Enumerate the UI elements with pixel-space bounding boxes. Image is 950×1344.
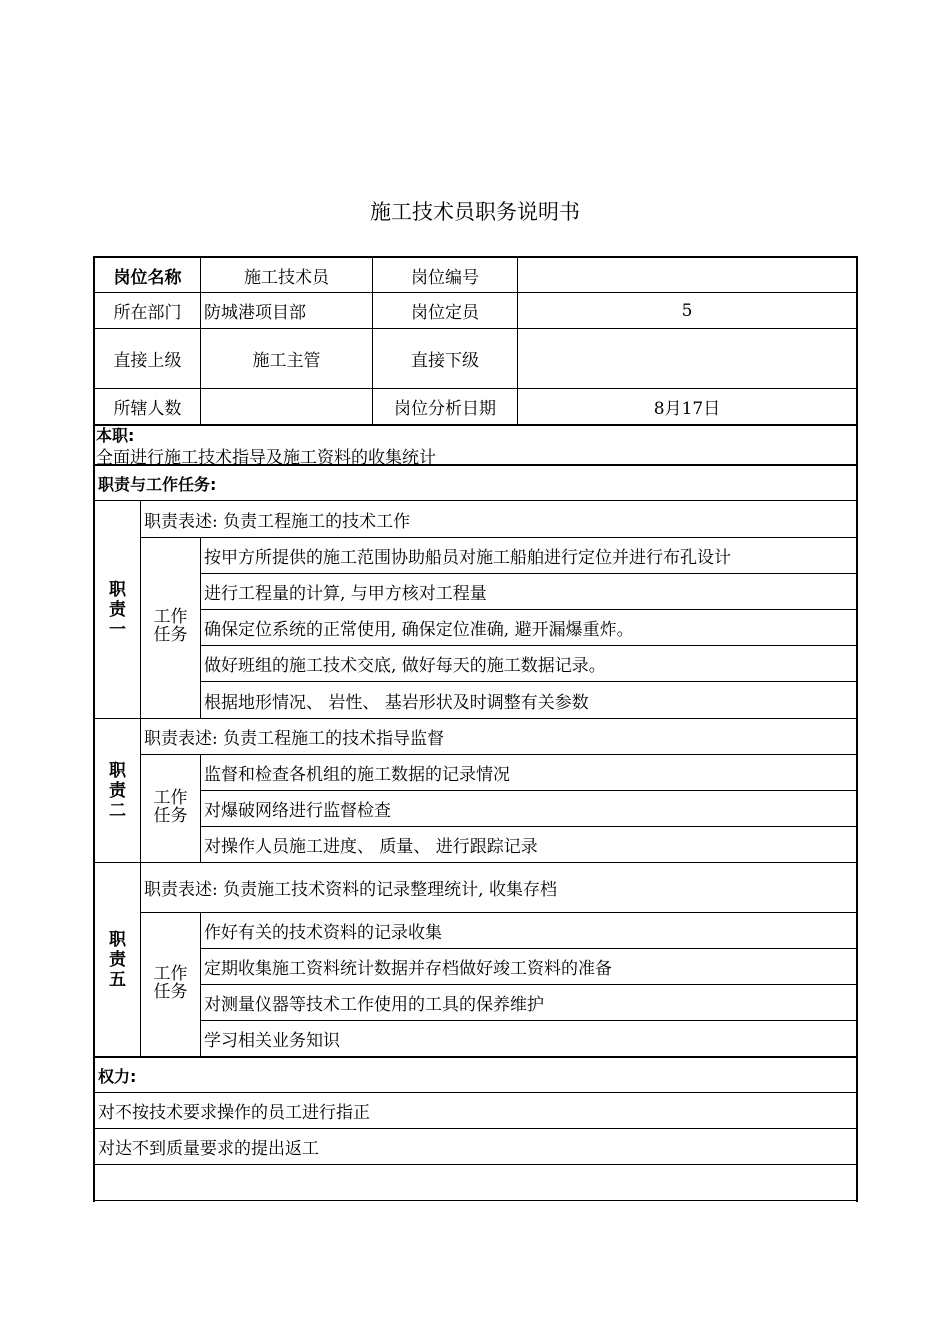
duty1-description: 职责表述: 负责工程施工的技术工作 — [144, 511, 411, 532]
value-managed-count — [201, 389, 372, 424]
value-superior: 施工主管 — [252, 351, 321, 371]
value-department: 防城港项目部 — [204, 303, 306, 323]
duties-header: 职责与工作任务: — [98, 474, 217, 494]
label-managed-count: 所辖人数 — [113, 399, 182, 419]
duty2-description: 职责表述: 负责工程施工的技术指导监督 — [144, 729, 445, 749]
label-superior: 直接上级 — [113, 351, 182, 371]
duty5-label: 职 责 五 — [109, 929, 126, 990]
document-title: 施工技术员职务说明书 — [370, 200, 580, 224]
duty1-task: 按甲方所提供的施工范围协助船员对施工船舶进行定位并进行布孔设计 — [204, 548, 731, 568]
main-duty-text: 全面进行施工技术指导及施工资料的收集统计 — [96, 447, 436, 465]
label-subordinate: 直接下级 — [411, 351, 479, 371]
label-analysis-date: 岗位分析日期 — [394, 399, 496, 419]
authority-item — [95, 1165, 856, 1200]
duty1-task: 做好班组的施工技术交底, 做好每天的施工数据记录。 — [204, 656, 606, 676]
label-quota: 岗位定员 — [411, 303, 479, 323]
duty5-task: 作好有关的技术资料的记录收集 — [204, 923, 442, 943]
main-duty-label: 本职: — [96, 426, 135, 445]
duty2-task: 对爆破网络进行监督检查 — [204, 801, 391, 821]
duty5-task: 定期收集施工资料统计数据并存档做好竣工资料的准备 — [204, 959, 612, 979]
label-department: 所在部门 — [113, 303, 182, 323]
duty1-task-label: 工作 任务 — [153, 607, 188, 645]
duty2-task: 监督和检查各机组的施工数据的记录情况 — [204, 765, 510, 785]
duty5-task: 学习相关业务知识 — [204, 1031, 340, 1051]
label-position-name: 岗位名称 — [113, 267, 182, 288]
duty1-task: 进行工程量的计算, 与甲方核对工程量 — [204, 584, 487, 604]
value-position-name: 施工技术员 — [244, 267, 329, 288]
duty2-task-label: 工作 任务 — [153, 788, 188, 826]
duty1-label: 职 责 一 — [109, 579, 126, 640]
value-quota: 5 — [681, 300, 693, 321]
duty2-task: 对操作人员施工进度、 质量、 进行跟踪记录 — [204, 837, 538, 857]
value-analysis-date: 8月17日 — [653, 399, 721, 419]
duty1-task: 根据地形情况、 岩性、 基岩形状及时调整有关参数 — [204, 692, 589, 713]
duty5-task: 对测量仪器等技术工作使用的工具的保养维护 — [204, 995, 544, 1015]
authority-item: 对不按技术要求操作的员工进行指正 — [98, 1103, 370, 1123]
authority-item: 对达不到质量要求的提出返工 — [98, 1139, 319, 1159]
duty5-task-label: 工作 任务 — [153, 964, 188, 1002]
authority-label: 权力: — [98, 1066, 137, 1086]
table-border-right — [856, 256, 858, 1202]
table-border-bottom — [93, 1200, 858, 1201]
duty1-task: 确保定位系统的正常使用, 确保定位准确, 避开漏爆重炸。 — [204, 620, 634, 640]
duty2-label: 职 责 二 — [109, 760, 126, 821]
label-position-code: 岗位编号 — [411, 267, 479, 288]
value-subordinate — [518, 329, 856, 388]
duty5-description: 职责表述: 负责施工技术资料的记录整理统计, 收集存档 — [144, 880, 557, 900]
value-position-code — [518, 258, 856, 292]
